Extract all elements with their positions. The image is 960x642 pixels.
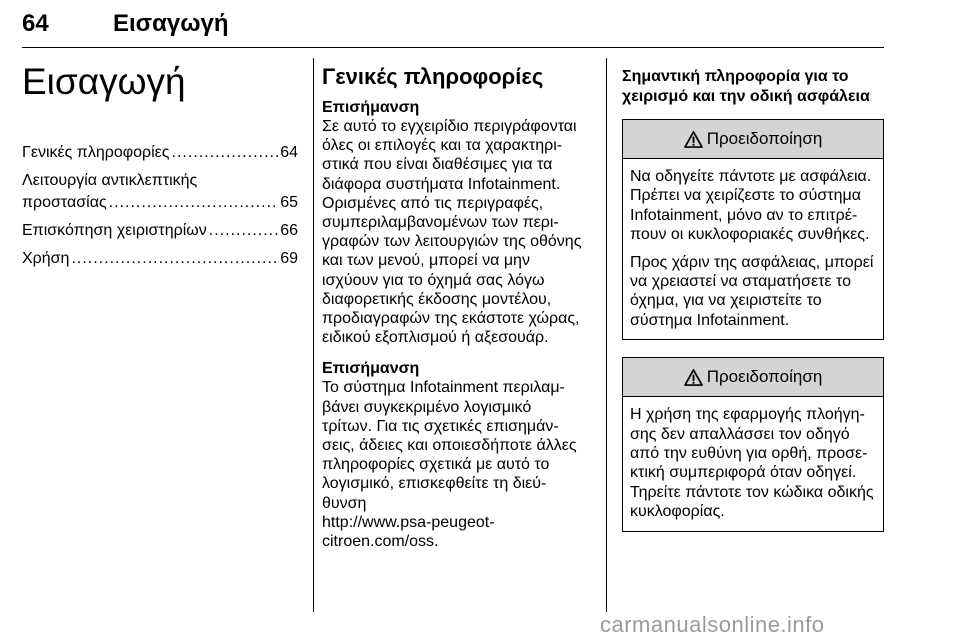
warning-box <box>622 357 884 531</box>
toc-leader-dots <box>71 248 278 270</box>
general-info-section <box>322 62 594 563</box>
text-line: ειδικού εξοπλισμού ή αξεσουάρ. <box>322 329 549 347</box>
warning-triangle-icon <box>684 131 703 148</box>
text-line: πουν οι κυκλοφοριακές συνθήκες. <box>630 226 870 244</box>
toc-label-line: προστασίας <box>22 194 107 211</box>
text-line: συμπεριλαμβανομένων των περι- <box>322 214 559 232</box>
text-line: ισχύουν για το όχημά σας λόγω <box>322 271 545 289</box>
warning-body <box>623 397 883 530</box>
warning-paragraph <box>630 253 876 331</box>
text-line: Πρέπει να χειρίζεστε το σύστημα <box>630 187 861 205</box>
text-line: http://www.psa-peugeot- <box>322 513 495 531</box>
text-line: όχημα, για να χειριστείτε το <box>630 292 822 310</box>
note-heading: Επισήμανση <box>322 360 420 378</box>
text-line: όλες οι επιλογές και τα χαρακτηρι- <box>322 137 563 155</box>
warning-heading: Προειδοποίηση <box>706 129 823 148</box>
toc-entry <box>22 220 298 242</box>
text-line: σύστημα Infotainment. <box>630 311 790 329</box>
warning-heading: Προειδοποίηση <box>706 367 823 387</box>
section-title: Γενικές πληροφορίες <box>322 64 544 89</box>
toc-page-number: 65 <box>280 194 298 211</box>
warning-paragraph <box>630 167 876 245</box>
text-line: Η χρήση της εφαρμογής πλοήγη- <box>630 406 865 424</box>
toc-label-line: Χρήση <box>22 250 70 267</box>
warning-header <box>623 120 883 159</box>
toc-leader-dots <box>109 192 279 214</box>
toc-label-line: Λειτουργία αντικλεπτικής <box>22 172 198 189</box>
running-title: Εισαγωγή <box>113 10 229 37</box>
text-line: θυνση <box>322 494 367 512</box>
toc-leader-dots <box>209 220 278 242</box>
warning-paragraph <box>630 405 876 521</box>
safety-title <box>622 67 884 107</box>
note-heading: Επισήμανση <box>322 99 420 116</box>
warning-body <box>623 159 883 339</box>
toc-row <box>22 248 298 270</box>
text-line: τρίτων. Για τις σχετικές επισημάν- <box>322 417 559 435</box>
toc-row <box>22 142 298 164</box>
note-body <box>322 378 594 551</box>
text-line: Προς χάριν της ασφάλειας, μπορεί <box>630 253 874 271</box>
text-line: Σε αυτό το εγχειρίδιο περιγράφονται <box>322 118 577 135</box>
text-line: σης δεν απαλλάσσει τον οδηγό <box>630 425 850 443</box>
chapter-title: Εισαγωγή <box>22 61 186 102</box>
note-body <box>322 117 594 347</box>
text-line: διάφορα συστήματα Infotainment. <box>322 175 561 193</box>
text-line: Ορισμένες από τις περιγραφές, <box>322 194 544 212</box>
column-divider <box>313 58 314 612</box>
note-block <box>322 98 594 347</box>
watermark: carmanualsonline.info <box>600 612 825 637</box>
text-line: να χρειαστεί να σταματήσετε το <box>630 273 851 291</box>
text-line: σεις, άδειες και οποιεσδήποτε άλλες <box>322 437 577 455</box>
toc-row <box>22 192 298 214</box>
text-line: στικά που είναι διαθέσιμες για τα <box>322 156 553 174</box>
text-line: Το σύστημα Infotainment περιλαμ- <box>322 379 565 397</box>
text-line: κτική συμπεριφορά όταν οδηγεί. <box>630 464 857 482</box>
text-line: από την ευθύνη για ορθή, προσε- <box>630 445 868 463</box>
toc-label-line: Επισκόπηση χειριστηρίων <box>22 222 207 239</box>
table-of-contents <box>22 142 298 276</box>
text-line: Infotainment, μόνο αν το επιτρέ- <box>630 206 858 224</box>
header-rule <box>22 47 884 48</box>
note-block <box>322 359 594 551</box>
text-line: γραφών των λειτουργιών της οθόνης <box>322 233 582 251</box>
page-number: 64 <box>22 10 49 37</box>
text-line: διαφορετικής έκδοσης μοντέλου, <box>322 290 552 308</box>
toc-page-number: 66 <box>280 222 298 239</box>
text-line: βάνει συγκεκριμένο λογισμικό <box>322 398 532 416</box>
warning-header <box>623 358 883 397</box>
title-line: χειρισμό και την οδική ασφάλεια <box>622 88 870 105</box>
text-line: λογισμικό, επισκεφθείτε τη διεύ- <box>322 475 547 493</box>
toc-entry <box>22 170 298 214</box>
text-line: Να οδηγείτε πάντοτε με ασφάλεια. <box>630 168 872 185</box>
toc-row <box>22 220 298 242</box>
title-line: Σημαντική πληροφορία για το <box>622 68 849 85</box>
text-line: κυκλοφορίας. <box>630 503 725 521</box>
toc-page-number: 64 <box>280 144 298 161</box>
text-line: πληροφορίες σχετικά με αυτό το <box>322 456 550 474</box>
warning-box <box>622 119 884 340</box>
safety-section <box>622 67 884 549</box>
text-line: Τηρείτε πάντοτε τον κώδικα οδικής <box>630 483 874 501</box>
warning-triangle-icon <box>684 369 703 386</box>
toc-entry <box>22 248 298 270</box>
toc-label-line: Γενικές πληροφορίες <box>22 144 170 161</box>
toc-entry <box>22 142 298 164</box>
text-line: και των μενού, μπορεί να μην <box>322 252 530 270</box>
text-line: προδιαγραφών της εκάστοτε χώρας, <box>322 310 580 328</box>
toc-leader-dots <box>172 142 279 164</box>
column-divider <box>606 58 607 612</box>
text-line: citroen.com/oss. <box>322 533 439 551</box>
toc-page-number: 69 <box>280 250 298 267</box>
